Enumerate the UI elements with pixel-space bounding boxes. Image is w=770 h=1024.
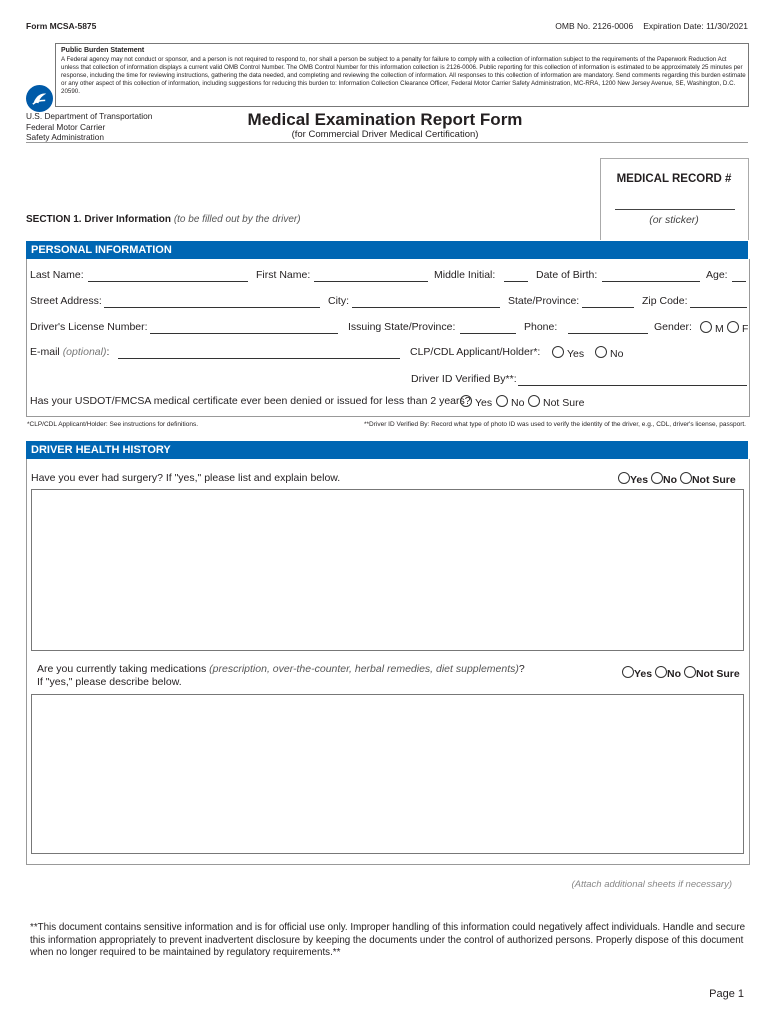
city-label: City: [328, 295, 349, 307]
header-divider [26, 142, 748, 143]
middle-initial-label: Middle Initial: [434, 269, 496, 281]
medications-answer-box[interactable] [31, 694, 744, 854]
personal-info-bar: PERSONAL INFORMATION [26, 241, 748, 259]
denied-yes-radio-icon[interactable] [460, 395, 472, 407]
surgery-not-sure-label: Not Sure [691, 474, 736, 486]
state-field[interactable] [582, 307, 634, 308]
gender-f-option[interactable] [727, 321, 748, 335]
agency-line-3: Safety Administration [26, 132, 104, 142]
medications-options [622, 666, 740, 680]
clp-yes-option[interactable] [552, 346, 584, 360]
row-address [30, 295, 748, 311]
issuing-state-field[interactable] [460, 333, 516, 334]
clp-no-label: No [610, 348, 624, 360]
driver-id-field[interactable] [518, 385, 747, 386]
email-field[interactable] [118, 358, 400, 359]
medical-record-input[interactable] [615, 209, 735, 210]
surgery-no-option[interactable] [651, 474, 677, 486]
row-names [30, 269, 748, 285]
surgery-options [618, 472, 736, 486]
surgery-answer-box[interactable] [31, 489, 744, 651]
gender-m-label: M [715, 323, 724, 335]
city-field[interactable] [352, 307, 500, 308]
gender-f-radio-icon[interactable] [727, 321, 739, 333]
email-label [30, 346, 109, 358]
denied-not-sure-label: Not Sure [543, 397, 585, 409]
clp-no-radio-icon[interactable] [595, 346, 607, 358]
medications-question [37, 663, 597, 689]
phone-field[interactable] [568, 333, 648, 334]
state-label: State/Province: [508, 295, 580, 307]
medications-not-sure-label: Not Sure [695, 668, 740, 680]
denied-question: Has your USDOT/FMCSA medical certificate ever been denied or issued for less than 2 years? [30, 395, 471, 407]
row-license [30, 321, 748, 337]
medications-no-option[interactable] [655, 668, 681, 680]
age-label: Age: [706, 269, 728, 281]
license-label: Driver's License Number: [30, 321, 148, 333]
burden-statement-title: Public Burden Statement [61, 47, 145, 54]
dot-logo-icon [26, 85, 53, 112]
email-optional: (optional) [62, 346, 107, 358]
clp-label: CLP/CDL Applicant/Holder*: [410, 346, 541, 358]
denied-yes-option[interactable] [460, 395, 492, 409]
surgery-yes-label: Yes [630, 474, 649, 486]
surgery-not-sure-option[interactable] [680, 474, 736, 486]
clp-no-option[interactable] [595, 346, 623, 360]
denied-not-sure-option[interactable] [528, 395, 584, 409]
footnote-driver-id: **Driver ID Verified By: Record what type of photo ID was used to verify the identity of the driver, e.g., CDL, driver's license, passport. [363, 421, 746, 428]
gender-m-radio-icon[interactable] [700, 321, 712, 333]
expiration-date: Expiration Date: 11/30/2021 [643, 21, 748, 31]
gender-f-label: F [742, 323, 749, 335]
email-label-text: E-mail [30, 346, 60, 358]
zip-field[interactable] [690, 307, 747, 308]
agency-line-1: U.S. Department of Transportation [26, 111, 153, 121]
street-address-field[interactable] [104, 307, 320, 308]
clp-yes-radio-icon[interactable] [552, 346, 564, 358]
gender-label: Gender: [654, 321, 692, 333]
dob-field[interactable] [602, 281, 700, 282]
surgery-yes-option[interactable] [618, 474, 648, 486]
section-1-title [26, 214, 301, 225]
zip-label: Zip Code: [642, 295, 688, 307]
denied-no-radio-icon[interactable] [496, 395, 508, 407]
first-name-label: First Name: [256, 269, 311, 281]
surgery-question: Have you ever had surgery? If "yes," please list and explain below. [31, 472, 341, 484]
denied-yes-label: Yes [475, 397, 493, 409]
email-colon: : [106, 346, 110, 358]
medications-question-examples: (prescription, over-the-counter, herbal remedies, diet supplements) [209, 663, 519, 675]
medications-no-radio-icon[interactable] [655, 666, 667, 678]
first-name-field[interactable] [314, 281, 428, 282]
issuing-state-label: Issuing State/Province: [348, 321, 456, 333]
medications-yes-radio-icon[interactable] [622, 666, 634, 678]
surgery-not-sure-radio-icon[interactable] [680, 472, 692, 484]
health-history-bar: DRIVER HEALTH HISTORY [26, 441, 748, 459]
burden-statement-text: A Federal agency may not conduct or sponsor, and a person is not required to respond to, nor shall a person be subject to a penalty for failure to comply with a collection of information subject to the requirements of the Paperwork Reduction Act unless that collection of information displays a current valid OMB Control Number. The OMB Control Number for this information collection is 2126-0006. Public reporting for this collection of information is estimated to be approximately 25 minutes per response, including the time for reviewing instructions, gathering the data needed, and completing and reviewing the collection of information. All responses to this collection of information are mandatory. Send comments regarding this burden estimate or any other aspect of this collection of information, including suggestions for reducing this burden to: Information Collection Clearance Officer, Federal Motor Carrier Safety Administration, MC-RRA, 1200 New Jersey Avenue, SE, Washington, D.C. 20590. [61, 56, 746, 96]
form-title: Medical Examination Report Form [247, 110, 523, 129]
license-field[interactable] [150, 333, 338, 334]
row-denied [30, 395, 748, 411]
denied-not-sure-radio-icon[interactable] [528, 395, 540, 407]
denied-no-label: No [511, 397, 525, 409]
medications-yes-option[interactable] [622, 668, 652, 680]
row-driver-id [30, 373, 748, 389]
row-email [30, 346, 748, 362]
medications-no-label: No [667, 668, 682, 680]
medications-question-mark: ? [518, 663, 525, 675]
phone-label: Phone: [524, 321, 558, 333]
medications-not-sure-radio-icon[interactable] [684, 666, 696, 678]
agency-line-2: Federal Motor Carrier [26, 121, 106, 132]
medications-not-sure-option[interactable] [684, 668, 740, 680]
omb-number: OMB No. 2126-0006 [555, 21, 634, 31]
dob-label: Date of Birth: [536, 269, 598, 281]
street-address-label: Street Address: [30, 295, 102, 307]
form-subtitle: (for Commercial Driver Medical Certification) [291, 129, 479, 140]
last-name-label: Last Name: [30, 269, 84, 281]
last-name-field[interactable] [88, 281, 248, 282]
medical-record-box [600, 158, 749, 240]
middle-initial-field[interactable] [504, 281, 528, 282]
medications-question-text: Are you currently taking medications [37, 663, 207, 675]
section-1-label: SECTION 1. Driver Information [26, 214, 172, 225]
medical-record-title: MEDICAL RECORD # [616, 173, 732, 185]
surgery-no-label: No [663, 474, 678, 486]
medications-describe-text: If "yes," please describe below. [37, 676, 182, 688]
driver-id-label: Driver ID Verified By**: [411, 373, 517, 385]
omb-info [555, 21, 748, 31]
clp-yes-label: Yes [567, 348, 585, 360]
footnote-clp: *CLP/CDL Applicant/Holder: See instructions for definitions. [27, 421, 199, 428]
medications-yes-label: Yes [634, 668, 653, 680]
form-id: Form MCSA-5875 [26, 21, 97, 31]
denied-no-option[interactable] [496, 395, 524, 409]
surgery-no-radio-icon[interactable] [651, 472, 663, 484]
medical-record-sticker-note: (or sticker) [649, 214, 699, 226]
surgery-yes-radio-icon[interactable] [618, 472, 630, 484]
age-field[interactable] [732, 281, 746, 282]
gender-m-option[interactable] [700, 321, 724, 335]
attach-sheets-note: (Attach additional sheets if necessary) [571, 879, 732, 890]
sensitive-info-notice: **This document contains sensitive information and is for official use only. Improper handling of this information could negatively affect individuals. Handle and secure this information appropriately to prevent inadvertent disclosure by keeping the documents under the control of authorized persons. Properly dispose of this document when no longer required to be maintained by regulatory requirements.** [30, 922, 746, 958]
page-number: Page 1 [709, 988, 744, 1000]
section-1-note: (to be filled out by the driver) [173, 214, 301, 225]
